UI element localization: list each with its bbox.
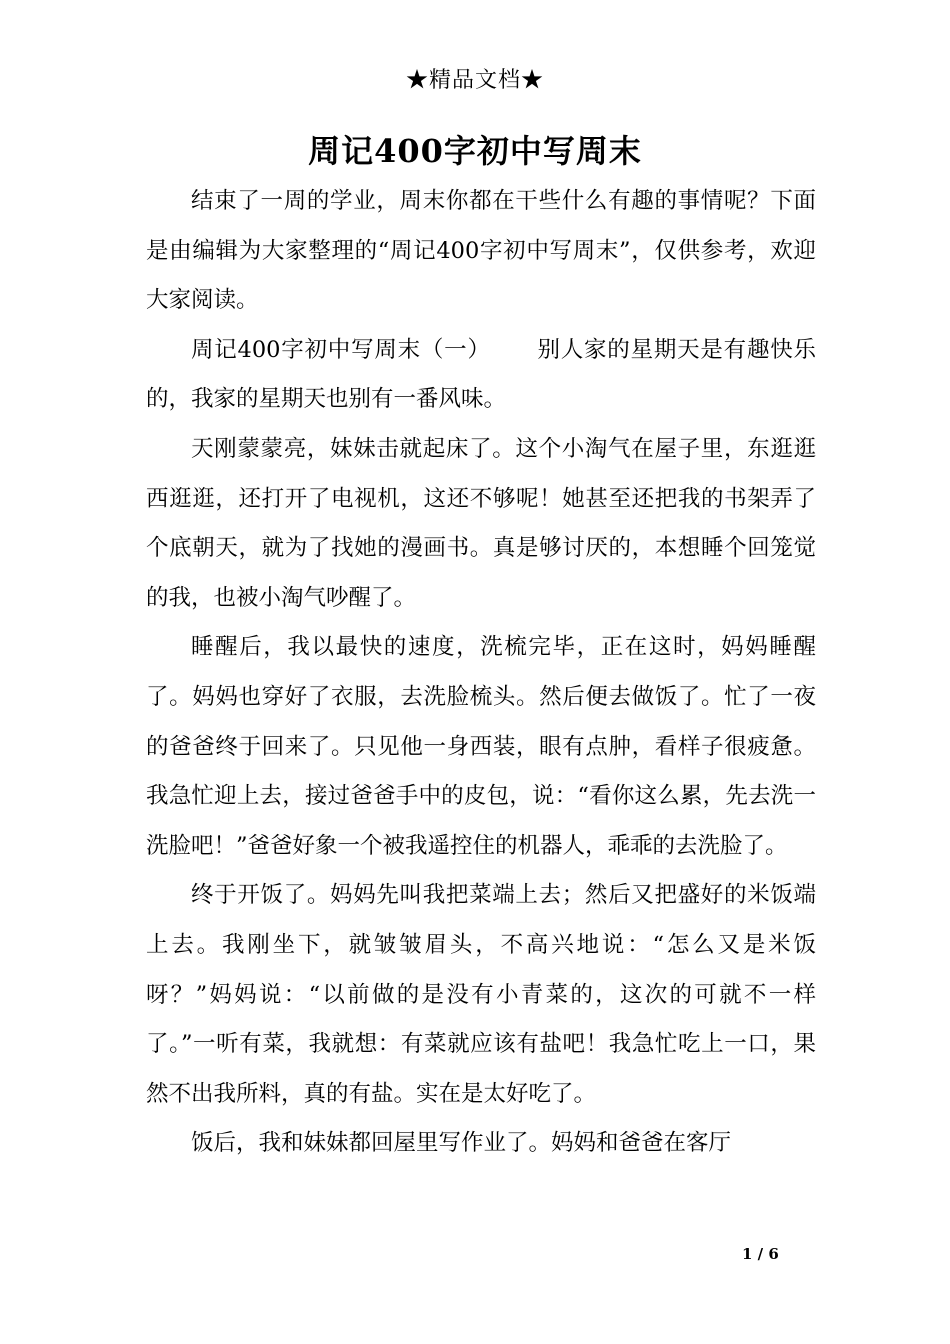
page-separator: / — [752, 1245, 769, 1263]
page-total: 6 — [768, 1245, 779, 1263]
paragraph-text: 结束了一周的学业，周末你都在干些什么有趣的事情呢？下面是由编辑为大家整理的“周记400字初中写周末”，仅供参考，欢迎大家阅读。 — [146, 188, 816, 314]
paragraph-wake-up — [146, 623, 816, 871]
document-header: ★精品文档★ — [405, 68, 544, 93]
paragraph-section-one — [146, 326, 816, 425]
document-title: 周记400字初中写周末 — [308, 132, 642, 170]
document-body — [146, 177, 816, 1169]
paragraph-text: 别人家的星期天是有趣快乐的，我家的星期天也别有一番风味。 — [146, 336, 816, 413]
page-number — [742, 1244, 779, 1264]
page-current: 1 — [742, 1245, 753, 1263]
paragraph-morning — [146, 425, 816, 623]
paragraph-intro — [146, 177, 816, 326]
paragraph-text: 终于开饭了。妈妈先叫我把菜端上去；然后又把盛好的米饭端上去。我刚坐下，就皱皱眉头，不高兴地说：“怎么又是米饭呀？”妈妈说：“以前做的是没有小青菜的，这次的可就不一样了。”一听有菜，我就想：有菜就应该有盐吧！我急忙吃上一口，果然不出我所料，真的有盐。实在是太好吃了。 — [146, 882, 816, 1107]
paragraph-text: 睡醒后，我以最快的速度，洗梳完毕，正在这时，妈妈睡醒了。妈妈也穿好了衣服，去洗脸梳头。然后便去做饭了。忙了一夜的爸爸终于回来了。只见他一身西装，眼有点肿，看样子很疲惫。我急忙迎上去，接过爸爸手中的皮包，说：“看你这么累，先去洗一洗脸吧！”爸爸好象一个被我遥控住的机器人，乖乖的去洗脸了。 — [146, 634, 816, 859]
paragraph-text: 天刚蒙蒙亮，妹妹击就起床了。这个小淘气在屋子里，东逛逛西逛逛，还打开了电视机，这还不够呢！她甚至还把我的书架弄了个底朝天，就为了找她的漫画书。真是够讨厌的，本想睡个回笼觉的我，也被小淘气吵醒了。 — [146, 435, 816, 611]
paragraph-after-meal — [146, 1119, 816, 1169]
section-heading: 周记400字初中写周末（一） — [191, 336, 491, 363]
paragraph-meal — [146, 871, 816, 1119]
paragraph-text: 饭后，我和妹妹都回屋里写作业了。妈妈和爸爸在客厅 — [191, 1130, 732, 1157]
